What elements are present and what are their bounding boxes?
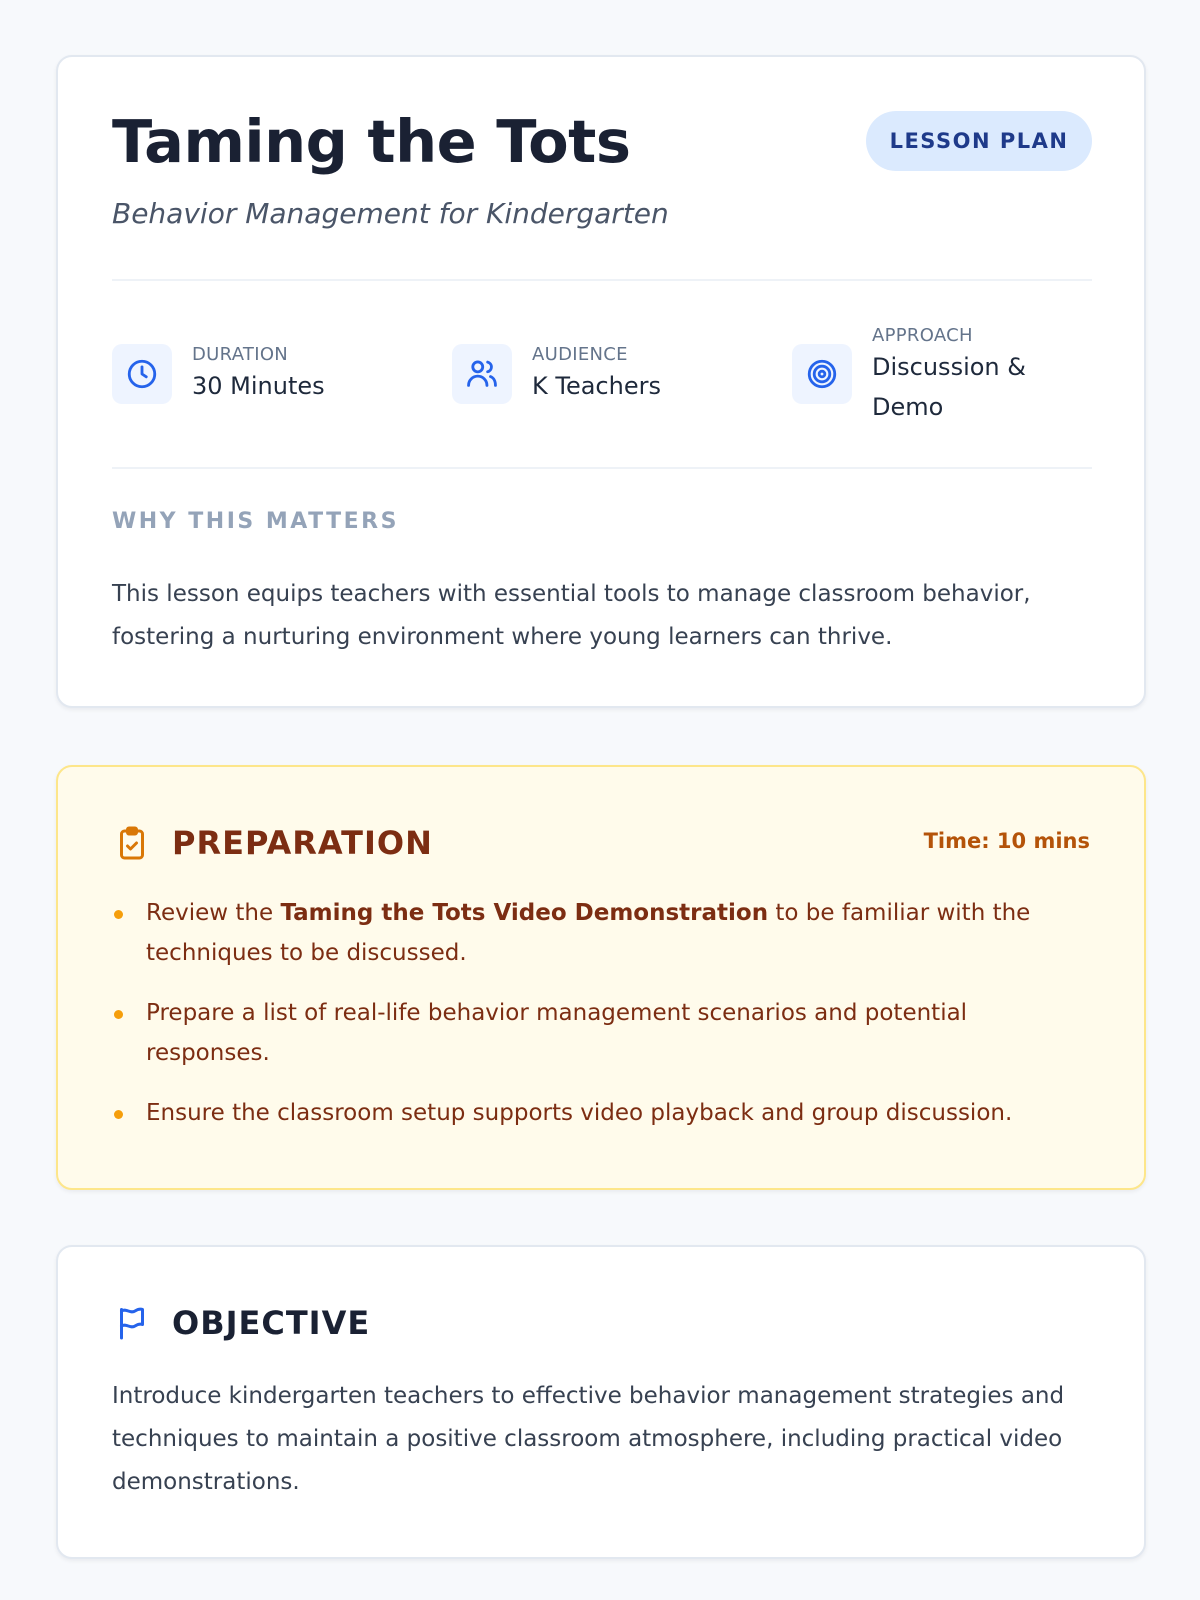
objective-header [112, 1303, 370, 1343]
list-item-text: Review the [146, 900, 281, 926]
preparation-list [112, 893, 1072, 1153]
meta-value: 30 Minutes [192, 372, 325, 400]
objective-card [56, 1245, 1146, 1559]
clipboard-check-icon [112, 823, 152, 863]
meta-label: AUDIENCE [532, 344, 628, 365]
preparation-time: Time: 10 mins [923, 829, 1090, 853]
list-item: Prepare a list of real-life behavior management scenarios and potential responses. [112, 993, 1072, 1073]
meta-value: K Teachers [532, 372, 661, 400]
objective-title: OBJECTIVE [172, 1304, 371, 1342]
divider [112, 279, 1092, 281]
why-this-matters-text: This lesson equips teachers with essential tools to manage classroom behavior, fostering a nurturing environment where young learners can thrive. [112, 581, 1031, 650]
target-icon [792, 344, 852, 404]
preparation-title: PREPARATION [172, 824, 433, 862]
list-item [112, 893, 1072, 973]
video-demonstration-title: Taming the Tots Video Demonstration [280, 900, 769, 926]
list-item: Ensure the classroom setup supports video playback and group discussion. [112, 1093, 1072, 1133]
why-this-matters-label: WHY THIS MATTERS [112, 509, 399, 534]
divider [112, 467, 1092, 469]
page-subtitle: Behavior Management for Kindergarten [112, 197, 669, 230]
meta-audience [452, 344, 712, 406]
lesson-header-card [56, 55, 1146, 708]
preparation-card [56, 765, 1146, 1190]
preparation-header [112, 823, 433, 863]
flag-icon [112, 1303, 152, 1343]
objective-text: Introduce kindergarten teachers to effective behavior management strategies and techniques to maintain a positive classroom atmosphere, including practical video demonstrations. [112, 1383, 1065, 1495]
clock-icon [112, 344, 172, 404]
meta-value: Discussion & Demo [872, 353, 1026, 421]
meta-label: DURATION [192, 344, 289, 365]
meta-duration [112, 344, 372, 406]
page-title: Taming the Tots [112, 107, 631, 176]
users-icon [452, 344, 512, 404]
meta-approach [792, 325, 1052, 427]
meta-label: APPROACH [872, 325, 973, 346]
list-item-text: to be familiar with the techniques to be discussed. [146, 900, 1031, 966]
lesson-plan-badge: LESSON PLAN [866, 111, 1092, 171]
